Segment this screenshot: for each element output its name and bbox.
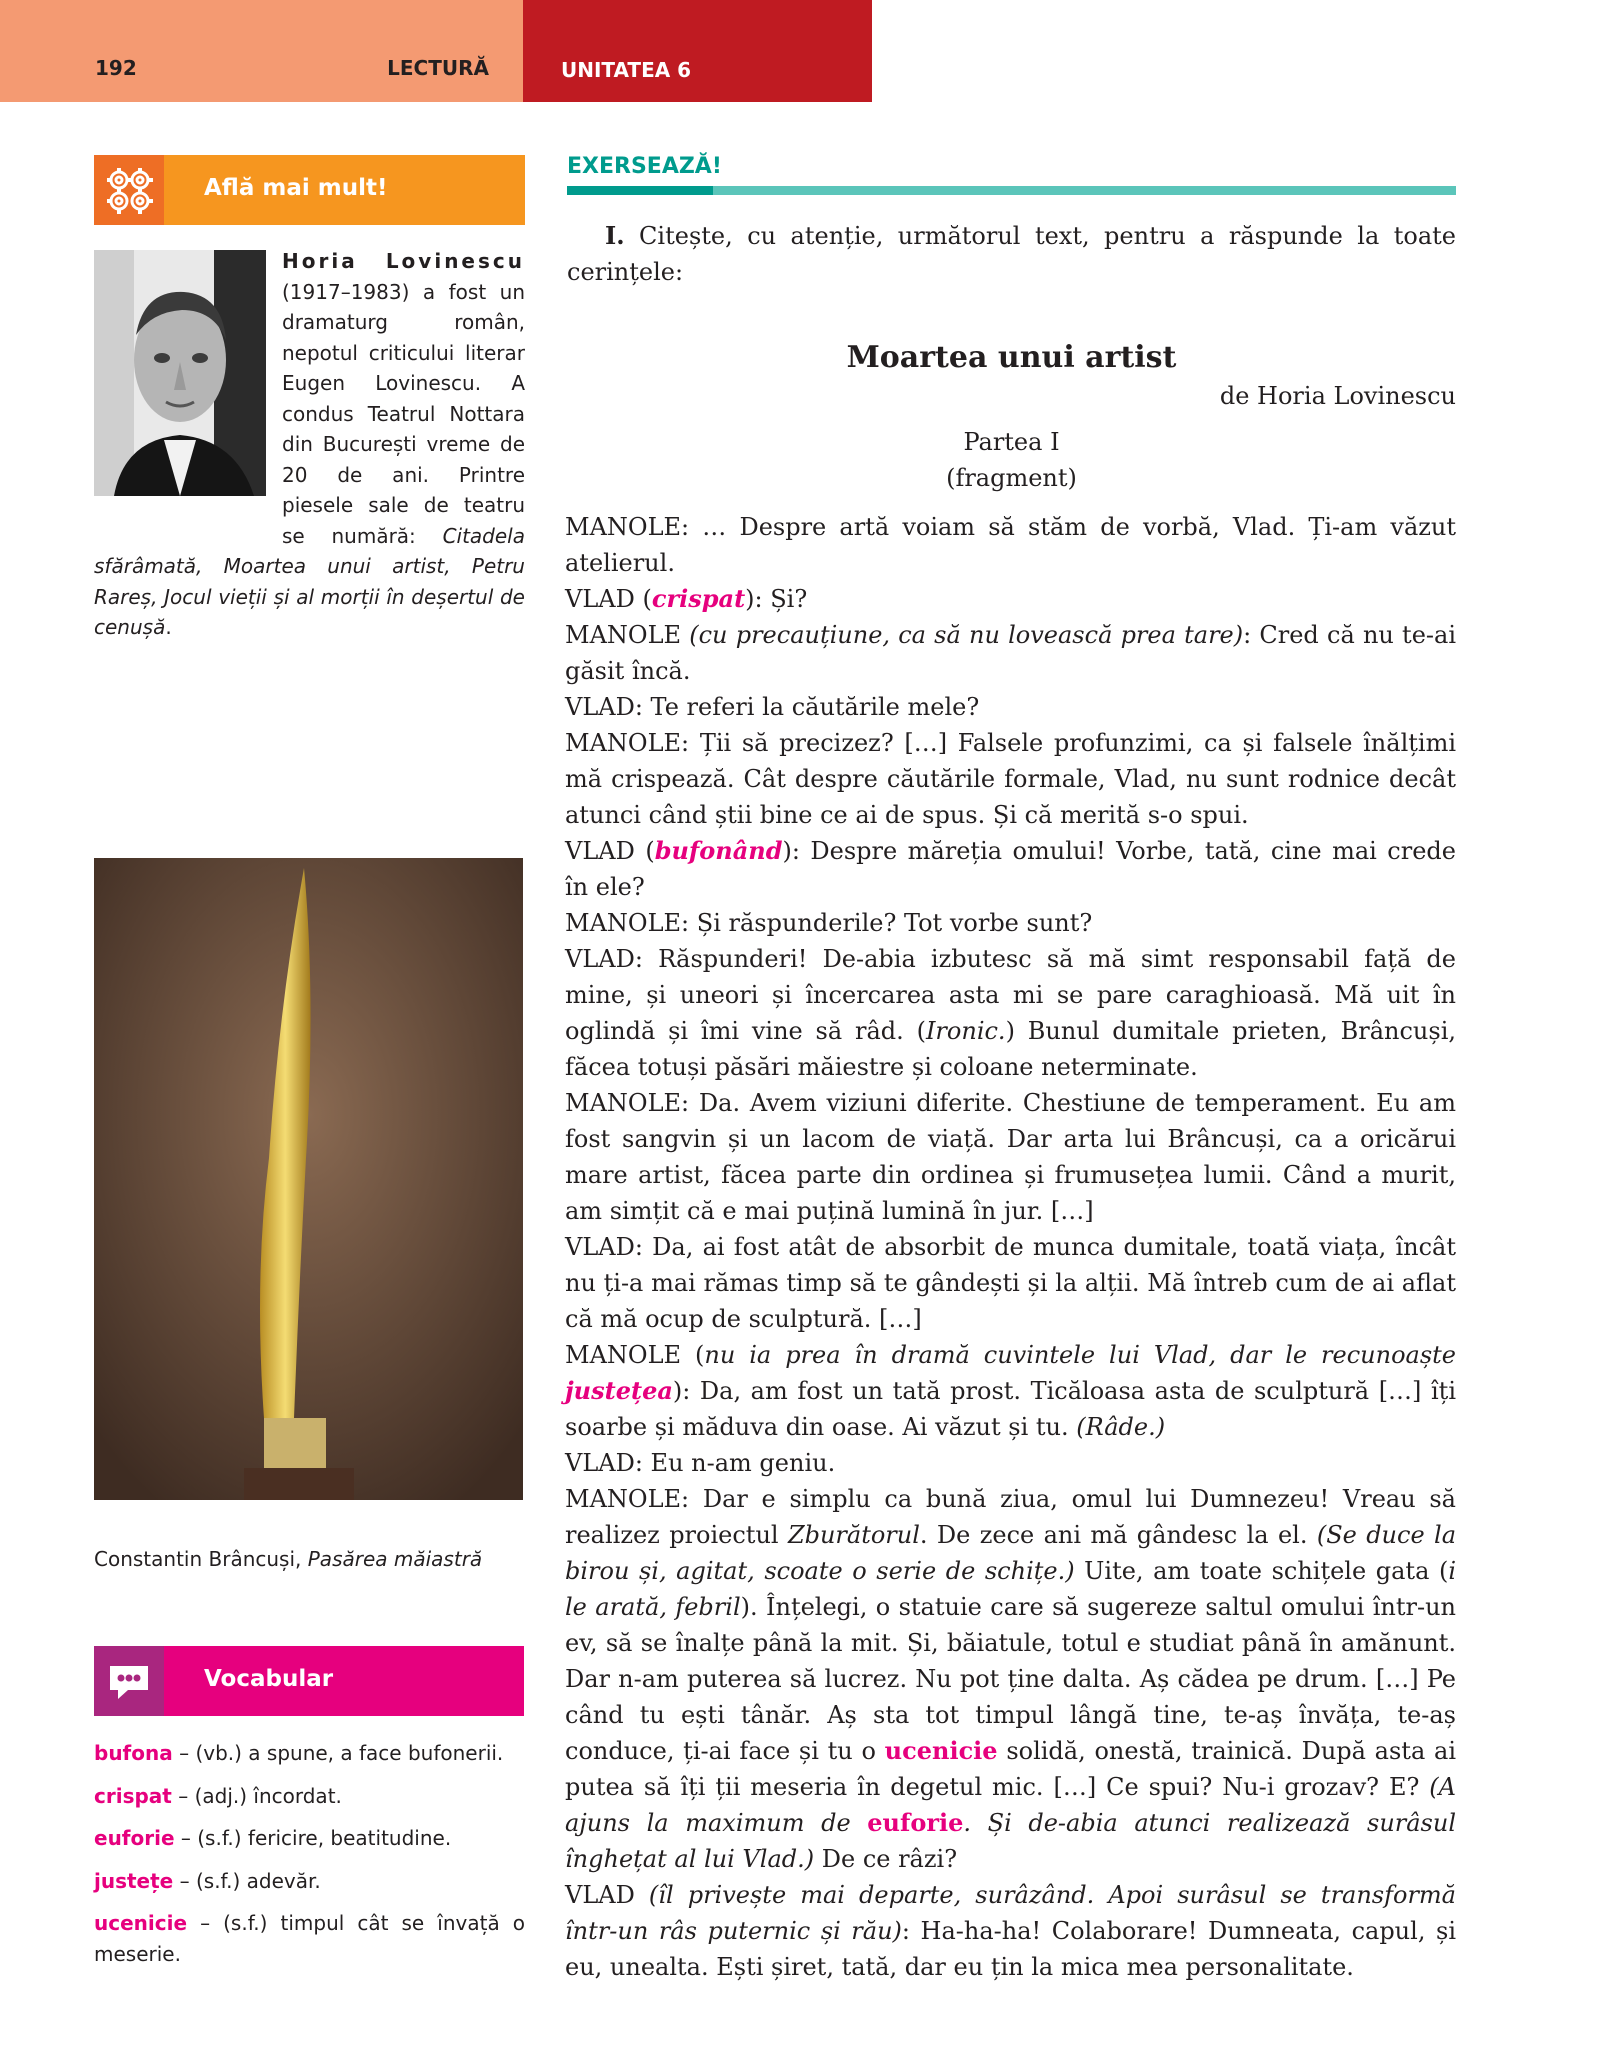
dialog-line: MANOLE: Ții să precizez? […] Falsele profunzimi, ca și falsele înălțimi mă crispează. Cât despre căutările formale, Vlad, nu sunt rodnice decât atunci când știi bine ce ai de spus. Și că merită s-o spui. xyxy=(565,729,1456,829)
photo-caption: Constantin Brâncuși, Pasărea măiastră xyxy=(94,1547,483,1571)
caption-work: Pasărea măiastră xyxy=(307,1547,483,1571)
dialog-line: VLAD: Eu n-am geniu. xyxy=(565,1449,836,1477)
vocabular-banner xyxy=(94,1646,524,1716)
play-author: de Horia Lovinescu xyxy=(1219,382,1456,410)
dialog-line: VLAD: Răspunderi! De-abia izbutesc să mă simt responsabil față de mine, și uneori și încercarea asta mi se pare caraghioasă. Mă uit în oglindă și îmi vine să râd. (Ironic.) Bunul dumitale prieten, Brâncuși, făcea totuși păsări măiestre și coloane neterminate. xyxy=(565,945,1456,1081)
dialog-line: VLAD (îl privește mai departe, surâzând. Apoi surâsul se transformă într-un râs puternic și rău): Ha-ha-ha! Colaborare! Dumneata, capul, și eu, unealta. Ești șiret, tată, dar eu țin la mica mea personalitate. xyxy=(565,1881,1456,1981)
bio-works: Citadela sfărâmată, Moartea unui artist, Petru Rareș, Jocul vieții și al morții în deșertul de cenușă xyxy=(94,523,525,639)
page-number: 192 xyxy=(95,56,137,80)
dialog-line: MANOLE: Și răspunderile? Tot vorbe sunt? xyxy=(565,909,1093,937)
vocab-item: justețe – (s.f.) adevăr. xyxy=(94,1868,321,1893)
exerseaza-underline-dark xyxy=(567,186,713,195)
dialog-line: MANOLE: Da. Avem viziuni diferite. Chestiune de temperament. Eu am fost sangvin și un lacom de viață. Dar arta lui Brâncuși, ca a oricărui mare artist, făcea parte din ordinea și frumusețea lumii. Când a murit, am simțit că e mai puțină lumină în jur. […] xyxy=(565,1089,1456,1225)
header-unit-bar xyxy=(523,0,872,102)
play-part: Partea I (fragment) xyxy=(946,428,1077,492)
gears-icon xyxy=(94,155,164,225)
vocab-item: euforie – (s.f.) fericire, beatitudine. xyxy=(94,1826,452,1850)
dialog-line: VLAD: Te referi la căutările mele? xyxy=(565,693,980,721)
dialog-line: MANOLE: … Despre artă voiam să stăm de vorbă, Vlad. Ți-am văzut atelierul. xyxy=(565,513,1456,577)
play-dialog xyxy=(565,509,1456,1985)
dialog-line: VLAD (bufonând): Despre măreția omului! Vorbe, tată, cine mai crede în ele? xyxy=(565,836,1456,901)
vocabular-title: Vocabular xyxy=(204,1666,334,1692)
exerseaza-label: EXERSEAZĂ! xyxy=(567,154,722,179)
play-title: Moartea unui artist xyxy=(846,340,1177,375)
section-title: LECTURĂ xyxy=(387,56,489,80)
vocab-item: ucenicie – (s.f.) timpul cât se învață o meserie. xyxy=(94,1911,525,1966)
afla-mai-mult-title: Află mai mult! xyxy=(204,175,388,201)
speech-bubble-icon xyxy=(94,1646,164,1716)
header-section-bar xyxy=(0,0,523,102)
unit-title: UNITATEA 6 xyxy=(561,58,692,82)
pasarea-maiastra-photo xyxy=(94,858,523,1500)
bio-text: (1917–1983) a fost un dramaturg român, nepotul criticului literar Eugen Lovinescu. A condus Teatrul Nottara din București vreme de 20 de ani. Printre piesele sale de teatru se numără: xyxy=(282,279,525,548)
vocabulary-list xyxy=(94,1738,525,1981)
exerseaza-underline-light xyxy=(713,186,1456,195)
vocab-item: crispat – (adj.) încordat. xyxy=(94,1783,342,1808)
exercise-instruction: I. Citește, cu atenție, următorul text, pentru a răspunde la toate cerințele: xyxy=(567,221,1456,286)
dialog-line: VLAD: Da, ai fost atât de absorbit de munca dumitale, toată viața, încât nu ți-a mai rămas timp să te gândești și la alții. Mă întreb cum de ai aflat că mă ocup de sculptură. […] xyxy=(565,1233,1456,1333)
dialog-line: MANOLE (cu precauțiune, ca să nu lovească prea tare): Cred că nu te-ai găsit încă. xyxy=(565,621,1456,685)
dialog-line: MANOLE (nu ia prea în dramă cuvintele lui Vlad, dar le recunoaște justețea): Da, am fost un tată prost. Ticăloasa asta de sculptură […] îți soarbe și măduva din oase. Ai văzut și tu. (Râde.) xyxy=(565,1341,1457,1441)
author-biography: Horia Lovinescu (1917–1983) a fost un dramaturg român, nepotul criticului literar Eugen Lovinescu. A condus Teatrul Nottara din București vreme de 20 de ani. Printre piesele sale de teatru se numără: Citadela sfărâmată, Moartea unui artist, Petru Rareș, Jocul vieții și al morții în deșertul de cenușă. xyxy=(94,249,525,639)
dialog-line: VLAD (crispat): Și? xyxy=(565,584,808,613)
afla-mai-mult-banner xyxy=(94,155,525,225)
vocab-item: bufona – (vb.) a spune, a face bufonerii. xyxy=(94,1741,504,1765)
dialog-line: MANOLE: Dar e simplu ca bună ziua, omul lui Dumnezeu! Vreau să realizez proiectul Zburătorul. De zece ani mă gândesc la el. (Se duce la birou și, agitat, scoate o serie de schițe.) Uite, am toate schițele gata (i le arată, febril). Înțelegi, o statuie care să sugereze saltul omului într-un ev, să se înalțe până la mit. Și, băiatule, totul e studiat până în amănunt. Dar n-am puterea să lucrez. Nu pot ține dalta. Aș cădea pe drum. […] Pe când tu ești tânăr. Aș sta tot timpul lângă tine, te-aș învăța, te-aș conduce, ți-ai face și tu o ucenicie solidă, onestă, trainică. După asta ai putea să îți ții meseria în degetul mic. […] Ce spui? Nu-i grozav? E? (A ajuns la maximum de euforie. Și de-abia atunci realizează surâsul înghețat al lui Vlad.) De ce râzi? xyxy=(565,1485,1457,1873)
bio-author-name: Horia Lovinescu xyxy=(282,249,525,273)
